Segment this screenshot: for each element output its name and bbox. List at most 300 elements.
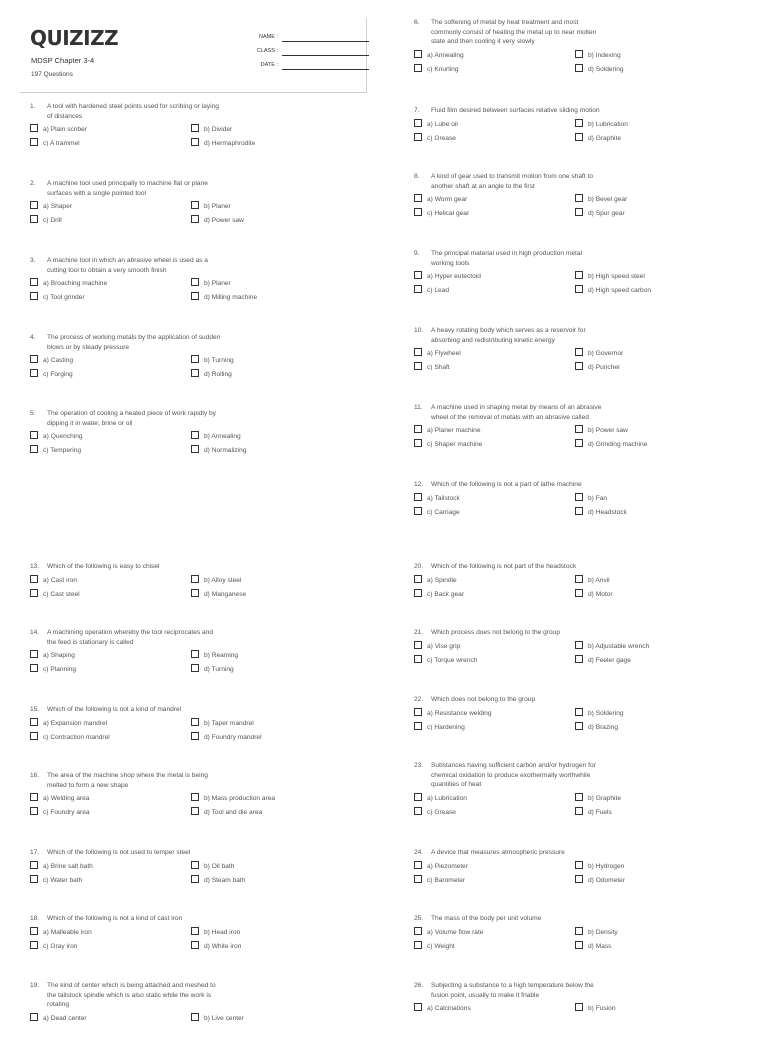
question-number: 15. xyxy=(30,706,40,713)
answer-option-label: c) Forging xyxy=(43,371,73,379)
answer-options xyxy=(414,271,754,301)
checkbox-icon[interactable] xyxy=(575,575,583,583)
answer-option[interactable] xyxy=(575,348,623,358)
answer-option[interactable] xyxy=(30,807,90,817)
checkbox-icon[interactable] xyxy=(575,722,583,730)
answer-option[interactable] xyxy=(414,722,465,732)
answer-option[interactable] xyxy=(414,64,459,74)
answer-option-label: c) Back gear xyxy=(427,590,465,598)
question-text: 19. The kind of center which is being attached and meshed to the tailstock spindle which is also static while the work is rotating xyxy=(30,982,216,1009)
question-text: 1. A tool with hardened steel points used for scribing or laying of distances xyxy=(30,103,219,120)
answer-option-label: d) Rolling xyxy=(204,371,232,379)
checkbox-icon[interactable] xyxy=(575,493,583,501)
question-text: 26. Subjecting a substance to a high temperature below the fusion point, usually to make it friable xyxy=(414,982,594,999)
name-field[interactable] xyxy=(234,34,369,44)
name-label: NAME : xyxy=(259,34,278,40)
checkbox-icon[interactable] xyxy=(575,208,583,216)
answer-option[interactable] xyxy=(414,807,456,817)
answer-option[interactable] xyxy=(575,119,628,129)
answer-option[interactable] xyxy=(30,650,75,660)
checkbox-icon[interactable] xyxy=(30,807,38,815)
answer-option[interactable] xyxy=(30,927,92,937)
checkbox-icon[interactable] xyxy=(30,589,38,597)
answer-option[interactable] xyxy=(414,425,481,435)
checkbox-icon[interactable] xyxy=(30,793,38,801)
answer-option[interactable] xyxy=(575,271,645,281)
answer-option[interactable] xyxy=(30,138,80,148)
answer-option-label: d) Turning xyxy=(204,666,234,674)
answer-option-label: d) Headstock xyxy=(588,508,627,516)
answer-option[interactable] xyxy=(30,718,107,728)
checkbox-icon[interactable] xyxy=(414,439,422,447)
checkbox-icon[interactable] xyxy=(191,650,199,658)
checkbox-icon[interactable] xyxy=(414,875,422,883)
checkbox-icon[interactable] xyxy=(30,664,38,672)
checkbox-icon[interactable] xyxy=(414,119,422,127)
answer-option[interactable] xyxy=(414,271,481,281)
checkbox-icon[interactable] xyxy=(30,718,38,726)
answer-option[interactable] xyxy=(414,589,464,599)
checkbox-icon[interactable] xyxy=(575,194,583,202)
checkbox-icon[interactable] xyxy=(414,722,422,730)
answer-options xyxy=(414,50,754,80)
answer-option-label: c) Contraction mandrel xyxy=(43,733,110,741)
quizizz-logo: QUIZIZZ xyxy=(30,26,119,50)
answer-option[interactable] xyxy=(575,708,624,718)
checkbox-icon[interactable] xyxy=(575,285,583,293)
checkbox-icon[interactable] xyxy=(191,807,199,815)
checkbox-icon[interactable] xyxy=(575,708,583,716)
question-number: 7. xyxy=(414,107,420,114)
answer-option[interactable] xyxy=(575,50,621,60)
checkbox-icon[interactable] xyxy=(30,431,38,439)
answer-option-label: a) Calcinations xyxy=(427,1005,471,1013)
checkbox-icon[interactable] xyxy=(414,589,422,597)
answer-options xyxy=(414,927,754,957)
answer-options xyxy=(30,124,370,154)
checkbox-icon[interactable] xyxy=(191,664,199,672)
answer-option[interactable] xyxy=(191,575,241,585)
answer-options xyxy=(30,927,370,957)
checkbox-icon[interactable] xyxy=(414,362,422,370)
checkbox-icon[interactable] xyxy=(575,807,583,815)
answer-option[interactable] xyxy=(575,208,625,218)
checkbox-icon[interactable] xyxy=(414,807,422,815)
answer-options xyxy=(414,641,754,671)
question-16 xyxy=(30,771,370,823)
question-7 xyxy=(414,106,754,149)
checkbox-icon[interactable] xyxy=(30,201,38,209)
answer-option[interactable] xyxy=(191,861,234,871)
checkbox-icon[interactable] xyxy=(575,271,583,279)
answer-option[interactable] xyxy=(30,355,73,365)
checkbox-icon[interactable] xyxy=(30,875,38,883)
question-text: 11. A machine used in shaping metal by means of an abrasive wheel of the removal of metals with an abrasive called xyxy=(414,404,602,421)
answer-option-label: b) Governor xyxy=(588,350,624,358)
answer-option-label: a) Dead center xyxy=(43,1014,87,1022)
answer-option[interactable] xyxy=(575,194,627,204)
question-24 xyxy=(414,848,754,891)
checkbox-icon[interactable] xyxy=(575,64,583,72)
answer-option[interactable] xyxy=(30,431,83,441)
answer-option[interactable] xyxy=(30,732,110,742)
answer-option-label: d) White iron xyxy=(204,942,242,950)
question-23 xyxy=(414,761,754,823)
answer-option-label: c) Grease xyxy=(427,134,456,142)
answer-option-label: a) Spindle xyxy=(427,576,457,584)
answer-option-label: a) Expansion mandrel xyxy=(43,719,108,727)
answer-option[interactable] xyxy=(575,493,607,503)
answer-option-label: d) Soldering xyxy=(588,65,624,73)
answer-option[interactable] xyxy=(191,732,262,742)
checkbox-icon[interactable] xyxy=(191,1013,199,1021)
answer-options xyxy=(414,575,754,605)
checkbox-icon[interactable] xyxy=(414,1003,422,1011)
checkbox-icon[interactable] xyxy=(191,875,199,883)
question-text: 22. Which does not belong to the group xyxy=(414,696,536,703)
checkbox-icon[interactable] xyxy=(414,861,422,869)
question-number: 18. xyxy=(30,915,40,922)
answer-option-label: a) Welding area xyxy=(43,795,90,803)
answer-option[interactable] xyxy=(30,875,82,885)
answer-option-label: c) Grease xyxy=(427,808,456,816)
answer-option[interactable] xyxy=(414,348,461,358)
answer-option[interactable] xyxy=(191,355,234,365)
checkbox-icon[interactable] xyxy=(575,439,583,447)
answer-option[interactable] xyxy=(30,1013,87,1023)
answer-option-label: d) Fuels xyxy=(588,808,612,816)
question-number: 21. xyxy=(414,629,424,636)
answer-option-label: b) Anvil xyxy=(588,576,610,584)
answer-option[interactable] xyxy=(191,292,257,302)
checkbox-icon[interactable] xyxy=(30,124,38,132)
answer-option[interactable] xyxy=(191,941,241,951)
checkbox-icon[interactable] xyxy=(191,589,199,597)
checkbox-icon[interactable] xyxy=(575,793,583,801)
answer-option[interactable] xyxy=(414,362,450,372)
question-2 xyxy=(30,179,370,231)
checkbox-icon[interactable] xyxy=(575,641,583,649)
checkbox-icon[interactable] xyxy=(30,278,38,286)
answer-option[interactable] xyxy=(414,861,468,871)
answer-option[interactable] xyxy=(414,194,467,204)
answer-option-label: a) Shaper xyxy=(43,203,72,211)
question-text: 25. The mass of the body per unit volume xyxy=(414,915,542,922)
checkbox-icon[interactable] xyxy=(191,927,199,935)
class-label: CLASS : xyxy=(256,48,278,54)
checkbox-icon[interactable] xyxy=(191,941,199,949)
checkbox-icon[interactable] xyxy=(575,50,583,58)
answer-option-label: a) Plain scriber xyxy=(43,126,87,134)
checkbox-icon[interactable] xyxy=(414,708,422,716)
checkbox-icon[interactable] xyxy=(575,875,583,883)
checkbox-icon[interactable] xyxy=(191,445,199,453)
answer-option[interactable] xyxy=(414,493,460,503)
answer-option-label: d) Odometer xyxy=(588,876,626,884)
checkbox-icon[interactable] xyxy=(575,655,583,663)
answer-option-label: c) Barometer xyxy=(427,876,466,884)
answer-option[interactable] xyxy=(191,201,231,211)
answer-options xyxy=(30,355,370,385)
answer-option-label: c) Planning xyxy=(43,666,76,674)
checkbox-icon[interactable] xyxy=(414,927,422,935)
answer-option[interactable] xyxy=(575,941,611,951)
checkbox-icon[interactable] xyxy=(575,861,583,869)
answer-option[interactable] xyxy=(414,927,483,937)
checkbox-icon[interactable] xyxy=(191,575,199,583)
answer-option[interactable] xyxy=(191,138,255,148)
answer-option[interactable] xyxy=(575,875,625,885)
answer-option-label: b) Bevel gear xyxy=(588,196,628,204)
answer-option-label: b) Turning xyxy=(204,357,234,365)
answer-option[interactable] xyxy=(30,201,72,211)
question-text: 21. Which process does not belong to the group xyxy=(414,629,561,636)
checkbox-icon[interactable] xyxy=(191,732,199,740)
answer-option[interactable] xyxy=(414,641,460,651)
answer-option[interactable] xyxy=(191,124,232,134)
checkbox-icon[interactable] xyxy=(30,650,38,658)
checkbox-icon[interactable] xyxy=(414,941,422,949)
answer-options xyxy=(30,793,370,823)
checkbox-icon[interactable] xyxy=(414,655,422,663)
answer-option[interactable] xyxy=(30,369,73,379)
answer-option[interactable] xyxy=(575,861,624,871)
question-10 xyxy=(414,326,754,378)
answer-option-label: a) Lube oil xyxy=(427,120,458,128)
class-field[interactable] xyxy=(234,48,369,58)
question-5 xyxy=(30,409,370,461)
question-text: 12. Which of the following is not a part of lathe machine xyxy=(414,481,582,488)
answer-option[interactable] xyxy=(575,807,612,817)
answer-option[interactable] xyxy=(575,575,610,585)
answer-option[interactable] xyxy=(30,292,85,302)
answer-option[interactable] xyxy=(575,285,651,295)
answer-option[interactable] xyxy=(30,793,89,803)
answer-option[interactable] xyxy=(191,215,244,225)
answer-option[interactable] xyxy=(30,278,107,288)
checkbox-icon[interactable] xyxy=(414,348,422,356)
answer-option[interactable] xyxy=(575,425,628,435)
question-12 xyxy=(414,480,754,523)
answer-option[interactable] xyxy=(191,1013,244,1023)
checkbox-icon[interactable] xyxy=(30,927,38,935)
answer-option[interactable] xyxy=(191,664,234,674)
answer-option[interactable] xyxy=(191,807,262,817)
answer-option[interactable] xyxy=(575,1003,616,1013)
answer-option[interactable] xyxy=(191,369,232,379)
answer-option[interactable] xyxy=(30,215,62,225)
answer-option-label: b) Lubrication xyxy=(588,120,628,128)
answer-option[interactable] xyxy=(575,507,627,517)
checkbox-icon[interactable] xyxy=(575,589,583,597)
checkbox-icon[interactable] xyxy=(30,941,38,949)
answer-option[interactable] xyxy=(30,861,93,871)
answer-option-label: b) Fusion xyxy=(588,1005,616,1013)
answer-option[interactable] xyxy=(191,927,240,937)
checkbox-icon[interactable] xyxy=(575,362,583,370)
answer-option-label: a) Worm gear xyxy=(427,196,468,204)
checkbox-icon[interactable] xyxy=(575,119,583,127)
answer-option[interactable] xyxy=(414,50,464,60)
answer-option-label: c) Tempering xyxy=(43,447,81,455)
question-6 xyxy=(414,18,754,80)
answer-options xyxy=(414,194,754,224)
answer-option-label: a) Quenching xyxy=(43,433,83,441)
question-4 xyxy=(30,333,370,385)
checkbox-icon[interactable] xyxy=(575,1003,583,1011)
class-line xyxy=(282,55,369,56)
answer-option[interactable] xyxy=(414,439,482,449)
question-26 xyxy=(414,981,754,1033)
checkbox-icon[interactable] xyxy=(414,575,422,583)
checkbox-icon[interactable] xyxy=(30,575,38,583)
checkbox-icon[interactable] xyxy=(575,425,583,433)
checkbox-icon[interactable] xyxy=(414,50,422,58)
answer-option[interactable] xyxy=(575,722,618,732)
answer-option-label: a) Resistance welding xyxy=(427,709,492,717)
question-19 xyxy=(30,981,370,1043)
answer-option[interactable] xyxy=(30,589,80,599)
answer-option[interactable] xyxy=(414,655,477,665)
answer-option[interactable] xyxy=(414,708,492,718)
answer-option[interactable] xyxy=(575,439,647,449)
answer-option[interactable] xyxy=(575,927,618,937)
checkbox-icon[interactable] xyxy=(191,718,199,726)
question-15 xyxy=(30,705,370,748)
answer-option[interactable] xyxy=(191,650,238,660)
answer-option[interactable] xyxy=(191,431,241,441)
checkbox-icon[interactable] xyxy=(414,194,422,202)
checkbox-icon[interactable] xyxy=(30,1013,38,1021)
checkbox-icon[interactable] xyxy=(414,425,422,433)
checkbox-icon[interactable] xyxy=(414,271,422,279)
answer-option[interactable] xyxy=(575,589,613,599)
question-text: 10. A heavy rotating body which serves as a reservoir for absorbing and redistributing kinetic energy xyxy=(414,327,586,344)
checkbox-icon[interactable] xyxy=(30,369,38,377)
checkbox-icon[interactable] xyxy=(191,861,199,869)
checkbox-icon[interactable] xyxy=(191,278,199,286)
checkbox-icon[interactable] xyxy=(414,507,422,515)
checkbox-icon[interactable] xyxy=(414,285,422,293)
question-9 xyxy=(414,249,754,301)
answer-option[interactable] xyxy=(191,793,275,803)
checkbox-icon[interactable] xyxy=(414,641,422,649)
checkbox-icon[interactable] xyxy=(191,369,199,377)
answer-option[interactable] xyxy=(575,793,621,803)
checkbox-icon[interactable] xyxy=(30,355,38,363)
answer-option[interactable] xyxy=(575,64,624,74)
answer-option[interactable] xyxy=(30,575,77,585)
answer-option-label: c) Weight xyxy=(427,942,455,950)
date-field[interactable] xyxy=(234,62,369,72)
checkbox-icon[interactable] xyxy=(191,138,199,146)
question-text: 3. A machine tool in which an abrasive wheel is used as a cutting tool to obtain a very smooth finish xyxy=(30,257,208,274)
question-text: 24. A device that measures atmospheric pressure xyxy=(414,849,565,856)
question-text: 18. Which of the following is not a kind of cast iron xyxy=(30,915,183,922)
answer-option[interactable] xyxy=(191,589,246,599)
answer-option-label: b) Fan xyxy=(588,494,608,502)
checkbox-icon[interactable] xyxy=(575,927,583,935)
answer-option-label: d) Tool and die area xyxy=(204,809,263,817)
checkbox-icon[interactable] xyxy=(414,493,422,501)
checkbox-icon[interactable] xyxy=(575,507,583,515)
answer-options xyxy=(30,278,370,308)
answer-option-label: d) Grinding machine xyxy=(588,441,648,449)
answer-option[interactable] xyxy=(30,445,81,455)
question-text: 15. Which of the following is not a kind of mandrel xyxy=(30,706,182,713)
answer-option[interactable] xyxy=(575,641,649,651)
checkbox-icon[interactable] xyxy=(414,793,422,801)
checkbox-icon[interactable] xyxy=(414,64,422,72)
answer-option[interactable] xyxy=(30,124,87,134)
checkbox-icon[interactable] xyxy=(191,292,199,300)
answer-option-label: d) Normalizing xyxy=(204,447,247,455)
answer-options xyxy=(414,348,754,378)
answer-option-label: a) Annealing xyxy=(427,51,464,59)
date-label: DATE : xyxy=(260,62,278,68)
answer-option[interactable] xyxy=(414,133,456,143)
checkbox-icon[interactable] xyxy=(30,138,38,146)
answer-option[interactable] xyxy=(414,119,458,129)
answer-option[interactable] xyxy=(414,941,455,951)
answer-option[interactable] xyxy=(414,793,467,803)
checkbox-icon[interactable] xyxy=(30,215,38,223)
answer-option[interactable] xyxy=(414,875,465,885)
checkbox-icon[interactable] xyxy=(414,208,422,216)
checkbox-icon[interactable] xyxy=(575,348,583,356)
answer-option[interactable] xyxy=(414,1003,471,1013)
answer-option-label: a) Broaching machine xyxy=(43,280,108,288)
checkbox-icon[interactable] xyxy=(30,445,38,453)
question-20 xyxy=(414,562,754,605)
answer-option-label: c) Lead xyxy=(427,287,449,295)
checkbox-icon[interactable] xyxy=(191,201,199,209)
checkbox-icon[interactable] xyxy=(191,215,199,223)
checkbox-icon[interactable] xyxy=(191,431,199,439)
checkbox-icon[interactable] xyxy=(30,292,38,300)
answer-option-label: a) Casting xyxy=(43,357,74,365)
checkbox-icon[interactable] xyxy=(30,732,38,740)
answer-option[interactable] xyxy=(191,875,245,885)
answer-option[interactable] xyxy=(414,507,460,517)
checkbox-icon[interactable] xyxy=(191,124,199,132)
answer-option[interactable] xyxy=(414,208,469,218)
checkbox-icon[interactable] xyxy=(191,355,199,363)
checkbox-icon[interactable] xyxy=(191,793,199,801)
answer-option-label: c) Water bath xyxy=(43,876,83,884)
answer-option[interactable] xyxy=(191,445,247,455)
answer-option[interactable] xyxy=(30,664,76,674)
answer-options xyxy=(414,425,754,455)
answer-option[interactable] xyxy=(191,718,254,728)
answer-option-label: d) High speed carbon xyxy=(588,287,652,295)
answer-option[interactable] xyxy=(414,575,457,585)
checkbox-icon[interactable] xyxy=(575,133,583,141)
checkbox-icon[interactable] xyxy=(575,941,583,949)
answer-option-label: b) Divider xyxy=(204,126,233,134)
answer-option[interactable] xyxy=(30,941,77,951)
question-number: 8. xyxy=(414,173,420,180)
checkbox-icon[interactable] xyxy=(30,861,38,869)
answer-option-label: b) Power saw xyxy=(588,427,628,435)
answer-option[interactable] xyxy=(414,285,449,295)
checkbox-icon[interactable] xyxy=(414,133,422,141)
answer-option[interactable] xyxy=(191,278,231,288)
answer-option[interactable] xyxy=(575,362,620,372)
answer-option[interactable] xyxy=(575,655,631,665)
answer-option-label: b) Soldering xyxy=(588,709,624,717)
answer-option[interactable] xyxy=(575,133,621,143)
